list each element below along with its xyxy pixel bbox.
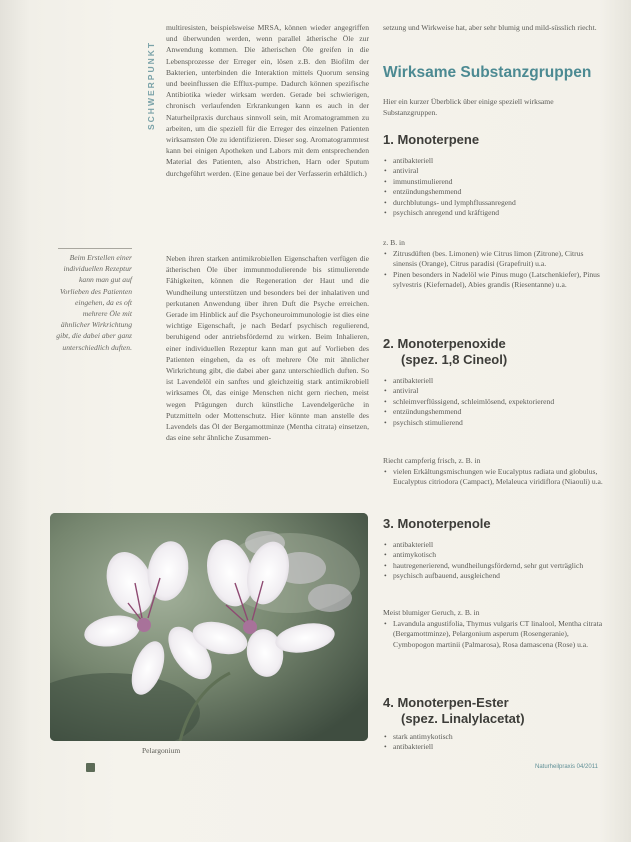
list-item: • Pinen besonders in Nadelöl wie Pinus mugo (Latschenkiefer), Pinus sylvestris (Kiefernadel), Abies grandis (Riesentanne) u.a. bbox=[383, 270, 608, 291]
intro-text: Hier ein kurzer Überblick über einige speziell wirksame Substanzgruppen. bbox=[383, 97, 554, 118]
photo-caption: Pelargonium bbox=[142, 746, 181, 755]
group-1-examples-label: z. B. in bbox=[383, 238, 405, 247]
col1-top-paragraph: multiresisten, beispielsweise MRSA, können wieder angegriffen und überwunden werden, wenn parallel ätherische Öle zur Anwendung kommen. Die ätherischen Öle greifen in die Lebensprozesse der Erreger ein, lösen z.B. den Biofilm der Bakterien, unterbinden die Interaktion mittels Quorum sensing und beeinflussen die Efflux-pumpe. Dadurch können spezifische Antibiotika wieder wirksam werden. Gerade bei schwierigen, chronisch verlaufenden Erkrankungen kann es auch in der Naturheilpraxis durchaus sinnvoll sein, mit Aromatogrammen zu arbeiten, um die speziell für die Erreger des einzelnen Patienten wirksamsten Öle zu identifizieren. Dieser sog. Aromatogrammtest kann bei einigen Apotheken und Labors mit dem entsprechenden Material des Patienten, also Abstrichen, Harn oder Sputum durchgeführt werden. (Eine genaue bei der Verfasserin erhältlich.) bbox=[166, 23, 369, 178]
group-subtitle: (spez. 1,8 Cineol) bbox=[401, 352, 508, 367]
list-item: • psychisch anregend und kräftigend bbox=[383, 208, 608, 218]
list-item: • psychisch stimulierend bbox=[383, 418, 608, 428]
group-4-bullets bbox=[383, 732, 608, 753]
group-1-heading bbox=[383, 132, 479, 148]
list-item: • antibakteriell bbox=[383, 376, 608, 386]
main-heading: Wirksame Substanzgruppen bbox=[383, 64, 592, 81]
group-title: 1. Monoterpene bbox=[383, 132, 480, 147]
col2-top-paragraph: setzung und Wirkweise hat, aber sehr blumig und mild-süsslich riecht. bbox=[383, 23, 597, 32]
group-title: 4. Monoterpen-Ester bbox=[383, 695, 509, 710]
list-item: • Zitrusdüften (bes. Limonen) wie Citrus limon (Zitrone), Citrus sinensis (Orange), Citrus paradisi (Grapefruit) u.a. bbox=[383, 249, 608, 270]
footer-issue: Naturheilpraxis 04/2011 bbox=[535, 764, 598, 770]
group-3-bullets bbox=[383, 540, 608, 582]
pull-quote: Beim Erstellen einer individuellen Rezeptur kann man gut auf Vorlieben des Patienten eingehen, da es oft mehrere Öle mit ähnlicher Wirkrichtung gibt, die dabei aber ganz unterschiedlich duften. bbox=[56, 253, 132, 352]
list-item: • entzündungshemmend bbox=[383, 407, 608, 417]
group-4-heading bbox=[383, 695, 525, 727]
list-item: • Lavandula angustifolia, Thymus vulgaris CT linalool, Mentha citrata (Bergamottminze), Pelargonium asperum (Rosengeranie), Cymbopogon martinii (Palmarosa), Rosa damascena (Rose) u.a. bbox=[383, 619, 608, 650]
list-item: • entzündungshemmend bbox=[383, 187, 608, 197]
col1-mid-text bbox=[166, 253, 369, 443]
list-item: • stark antimykotisch bbox=[383, 732, 608, 742]
group-3-heading bbox=[383, 516, 491, 532]
list-item: • antibakteriell bbox=[383, 742, 608, 752]
col1-mid-paragraph: Neben ihren starken antimikrobiellen Eigenschaften verfügen die ätherischen Öle über immunmodulierende bis stimulierende Fähigkeiten, können die Regeneration der Haut und die Wundheilung unterstützen und besonders bei der inhalativen und perkutanen Anwendung über ihren Duft die Psyche erreichen. Gerade im Hinblick auf die Psychoneuroimmunologie ist dies eine wichtige Eigenschaft, je nach Bedarf psychisch regulierend, beruhigend oder antriebsfördernd zu wirken. Beim Inhalieren, einer individuellen Rezeptur kann man gut auf Vorlieben des Patienten eingehen, da es oft mehrere Öle mit ähnlicher Wirkrichtung gibt, die dabei aber ganz unterschiedlich duften. So ist Lavendelöl ein sanftes und gleichzeitig stark antimikrobiell wirksames Öl, das einige Menschen nicht gern riechen, meist wegen Prägungen durch künstliche Lavendelgerüche in Putzmitteln oder Mottenschutz. Hier könnte man anstelle des Lavendels das Öl der Bergamottminze (Mentha citrata) einsetzen, das eine sehr ähnliche Zusammen- bbox=[166, 254, 369, 443]
section-label: SCHWERPUNKT bbox=[146, 40, 156, 130]
group-title: 3. Monoterpenole bbox=[383, 516, 491, 531]
list-item: • antibakteriell bbox=[383, 156, 608, 166]
section-label-vertical bbox=[140, 22, 154, 132]
group-3-examples bbox=[383, 619, 608, 650]
group-1-bullets bbox=[383, 156, 608, 218]
list-item: • antimykotisch bbox=[383, 550, 608, 560]
list-item: • antiviral bbox=[383, 386, 608, 396]
group-3-examples-label: Meist blumiger Geruch, z. B. in bbox=[383, 608, 480, 617]
group-title: 2. Monoterpenoxide bbox=[383, 336, 506, 351]
list-item: • immunstimulierend bbox=[383, 177, 608, 187]
group-2-bullets bbox=[383, 376, 608, 428]
list-item: • vielen Erkältungsmischungen wie Eucalyptus radiata und globulus, Eucalyptus citriodora (Campact), Melaleuca viridiflora (Niaouli) u.a. bbox=[383, 467, 608, 488]
group-2-heading bbox=[383, 336, 507, 368]
pelargonium-image bbox=[50, 513, 368, 741]
list-item: • schleimverflüssigend, schleimlösend, expektorierend bbox=[383, 397, 608, 407]
col2-top-text bbox=[383, 22, 608, 33]
list-item: • hautregenerierend, wundheilungsfördernd, sehr gut verträglich bbox=[383, 561, 608, 571]
col1-top-text bbox=[166, 22, 369, 179]
page-marker-icon bbox=[86, 763, 95, 772]
list-item: • antiviral bbox=[383, 166, 608, 176]
group-subtitle: (spez. Linalylacetat) bbox=[401, 711, 525, 726]
flower-photo bbox=[50, 513, 368, 741]
group-2-examples-label: Riecht campferig frisch, z. B. in bbox=[383, 456, 481, 465]
list-item: • antibakteriell bbox=[383, 540, 608, 550]
group-1-examples bbox=[383, 249, 608, 291]
group-2-examples bbox=[383, 467, 608, 488]
list-item: • durchblutungs- und lymphflussanregend bbox=[383, 198, 608, 208]
list-item: • psychisch aufbauend, ausgleichend bbox=[383, 571, 608, 581]
